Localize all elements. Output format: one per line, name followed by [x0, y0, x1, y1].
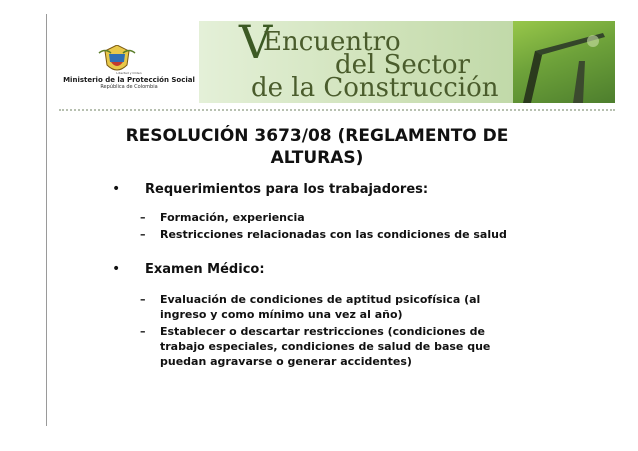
- event-title-line-2: del Sector: [335, 50, 470, 80]
- event-banner: [59, 15, 615, 103]
- ministry-name: Ministerio de la Protección Social: [63, 76, 195, 84]
- dash-2-1: –: [140, 293, 146, 306]
- slide-title: RESOLUCIÓN 3673/08 (REGLAMENTO DE ALTURAS): [125, 126, 509, 168]
- ministry-logo-block: [59, 21, 199, 103]
- header-divider: [59, 109, 615, 111]
- list-item-1-1: Formación, experiencia: [160, 211, 305, 224]
- left-margin-line: [46, 14, 47, 426]
- dash-2-2: –: [140, 325, 146, 338]
- event-title: [239, 15, 539, 104]
- list-item-2-1: Evaluación de condiciones de aptitud psicofísica (al ingreso y como mínimo una vez al año): [160, 293, 481, 321]
- event-title-line-1: Encuentro: [263, 27, 401, 57]
- list-item-2-2: Establecer o descartar restricciones (condiciones de trabajo especiales, condiciones de salud de base que puedan agravarse o generar accidentes): [160, 325, 491, 368]
- dash-1-2: –: [140, 228, 146, 241]
- list-item-1-2: Restricciones relacionadas con las condiciones de salud: [160, 228, 507, 241]
- event-title-numeral: V: [239, 15, 273, 69]
- ministry-country: República de Colombia: [100, 84, 158, 90]
- event-title-line-3: de la Construcción: [251, 73, 499, 103]
- bullet-2: •: [112, 261, 121, 277]
- dash-1-1: –: [140, 211, 146, 224]
- bullet-1: •: [112, 181, 121, 197]
- ministry-motto: Libertad y Orden: [116, 71, 142, 75]
- section-heading-1: Requerimientos para los trabajadores:: [145, 182, 429, 197]
- ministry-caption: [59, 71, 199, 91]
- section-heading-2: Examen Médico:: [145, 262, 265, 277]
